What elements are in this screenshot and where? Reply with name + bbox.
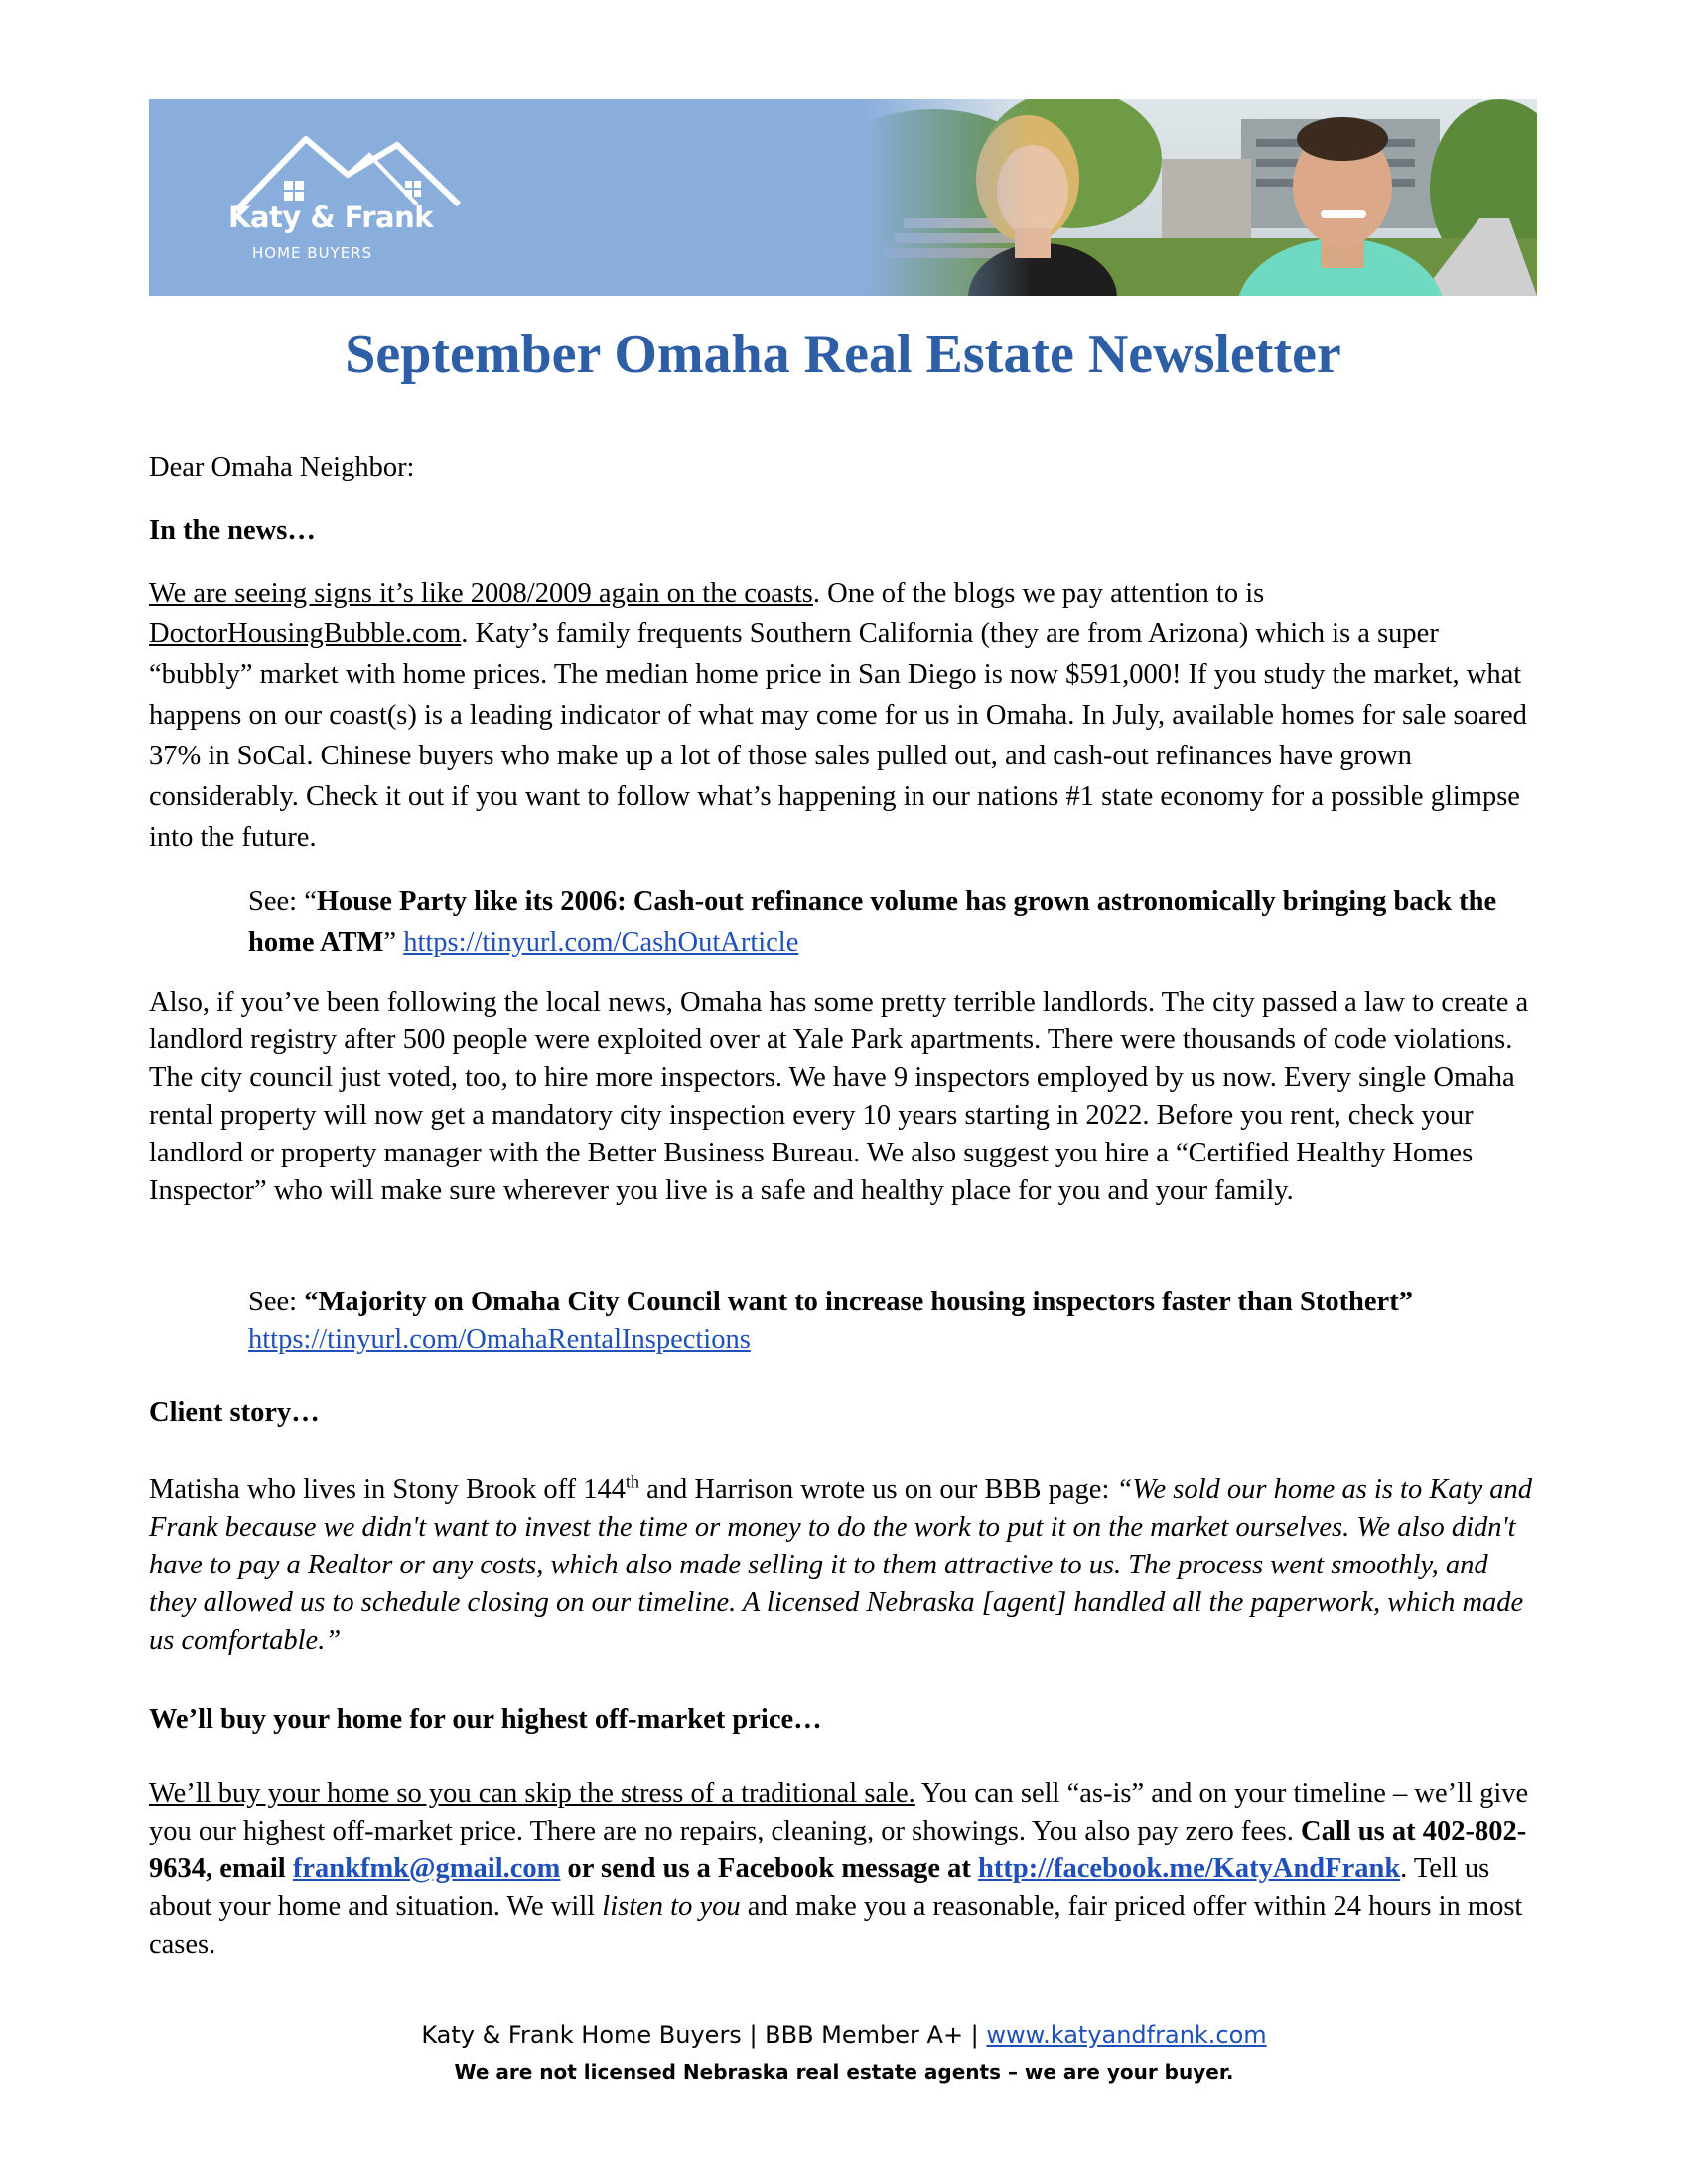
see1-close: ”	[383, 927, 404, 958]
news-heading: In the news…	[149, 515, 316, 546]
listen-emphasis: listen to you	[602, 1891, 741, 1922]
brand-name: Katy & Frank	[228, 201, 434, 234]
client-intro-rest: and Harrison wrote us on our BBB page:	[639, 1474, 1117, 1505]
p1-text: . One of the blogs we pay attention to is	[812, 578, 1265, 609]
call-us-text: Call us at 402-802-9634, email	[149, 1816, 1527, 1884]
footer-line-1	[0, 2021, 1688, 2049]
skip-stress-link[interactable]: We’ll buy your home so you can skip the stress of a traditional sale.	[149, 1778, 915, 1809]
newsletter-title: September Omaha Real Estate Newsletter	[345, 324, 1341, 385]
see1-article-title: House Party like its 2006: Cash-out refinance volume has grown astronomically bringing back the home ATM	[248, 887, 1497, 958]
footer-disclaimer: We are not licensed Nebraska real estate agents – we are your buyer.	[454, 2060, 1234, 2084]
client-testimonial: “We sold our home as is to Katy and Frank because we didn't want to invest the time or money to do the work to put it on the market ourselves. We also didn't have to pay a Realtor or any costs, which also made selling it to them attractive to us. The process went smoothly, and they allowed us to schedule closing on our timeline. A licensed Nebraska [agent] handled all the paperwork, which made us comfortable.”	[149, 1474, 1533, 1656]
doctor-housing-bubble-link[interactable]: DoctorHousingBubble.com	[149, 618, 462, 649]
see-reference-2	[248, 1284, 1539, 1359]
email-link[interactable]: frankfmk@gmail.com	[292, 1853, 561, 1884]
see2-prefix: See:	[248, 1287, 305, 1317]
header-banner	[149, 99, 1537, 296]
facebook-link[interactable]: http://facebook.me/KatyAndFrank	[978, 1853, 1401, 1884]
brand-subtitle: HOME BUYERS	[252, 244, 373, 262]
ordinal-suffix: th	[626, 1471, 640, 1492]
website-link[interactable]: www.katyandfrank.com	[986, 2021, 1267, 2049]
p1-rest-text: . Katy’s family frequents Southern California (they are from Arizona) which is a super “bubbly” market with home prices. The median home price in San Diego is now $591,000! If you study the market, what happens on our coast(s) is a leading indicator of what may come for us in Omaha. In July, available homes for sale soared 37% in SoCal. Chinese buyers who make up a lot of those sales pulled out, and cash-out refinances have grown considerably. Check it out if you want to follow what’s happening in our nations #1 state economy for a possible glimpse into the future.	[149, 618, 1527, 853]
see1-prefix: See: “	[248, 887, 317, 917]
facebook-text: or send us a Facebook message at	[560, 1853, 979, 1884]
offer-text-2: . Tell us about your home and situation. We will	[149, 1853, 1490, 1922]
see2-article-title: “Majority on Omaha City Council want to increase housing inspectors faster than Stothert”	[304, 1287, 1413, 1317]
company-logo	[228, 115, 477, 284]
cash-out-article-link[interactable]: https://tinyurl.com/CashOutArticle	[403, 927, 799, 958]
offer-heading: We’ll buy your home for our highest off-market price…	[149, 1705, 822, 1735]
news-paragraph-2: Also, if you’ve been following the local news, Omaha has some pretty terrible landlords. The city passed a law to create a landlord registry after 500 people were exploited over at Yale Park apartments. There were thousands of code violations. The city council just voted, too, to hire more inspectors. We have 9 inspectors employed by us now. Every single Omaha rental property will now get a mandatory city inspection every 10 years starting in 2022. Before you rent, check your landlord or property manager with the Better Business Bureau. We also suggest you hire a “Certified Healthy Homes Inspector” who will make sure wherever you live is a safe and healthy place for you and your family.	[149, 987, 1529, 1206]
house-roof-icon	[228, 115, 477, 214]
footer-company-text: Katy & Frank Home Buyers | BBB Member A+ |	[421, 2021, 987, 2049]
owners-photo	[864, 99, 1537, 296]
coasts-signs-link[interactable]: We are seeing signs it’s like 2008/2009 again on the coasts	[149, 578, 813, 609]
news-paragraph-1	[149, 573, 1539, 858]
greeting: Dear Omaha Neighbor:	[149, 452, 415, 482]
offer-text: You can sell “as-is” and on your timeline – we’ll give you our highest off-market price. There are no repairs, cleaning, or showings. You also pay zero fees.	[149, 1778, 1529, 1846]
offer-text-3: and make you a reasonable, fair priced offer within 24 hours in most cases.	[149, 1891, 1523, 1960]
offer-paragraph	[149, 1775, 1539, 1964]
omaha-rental-inspections-link[interactable]: https://tinyurl.com/OmahaRentalInspections	[248, 1324, 751, 1355]
client-intro: Matisha who lives in Stony Brook off 144	[149, 1474, 627, 1505]
client-story-heading: Client story…	[149, 1397, 320, 1428]
client-story-paragraph	[149, 1471, 1539, 1660]
see-reference-1	[248, 882, 1539, 963]
